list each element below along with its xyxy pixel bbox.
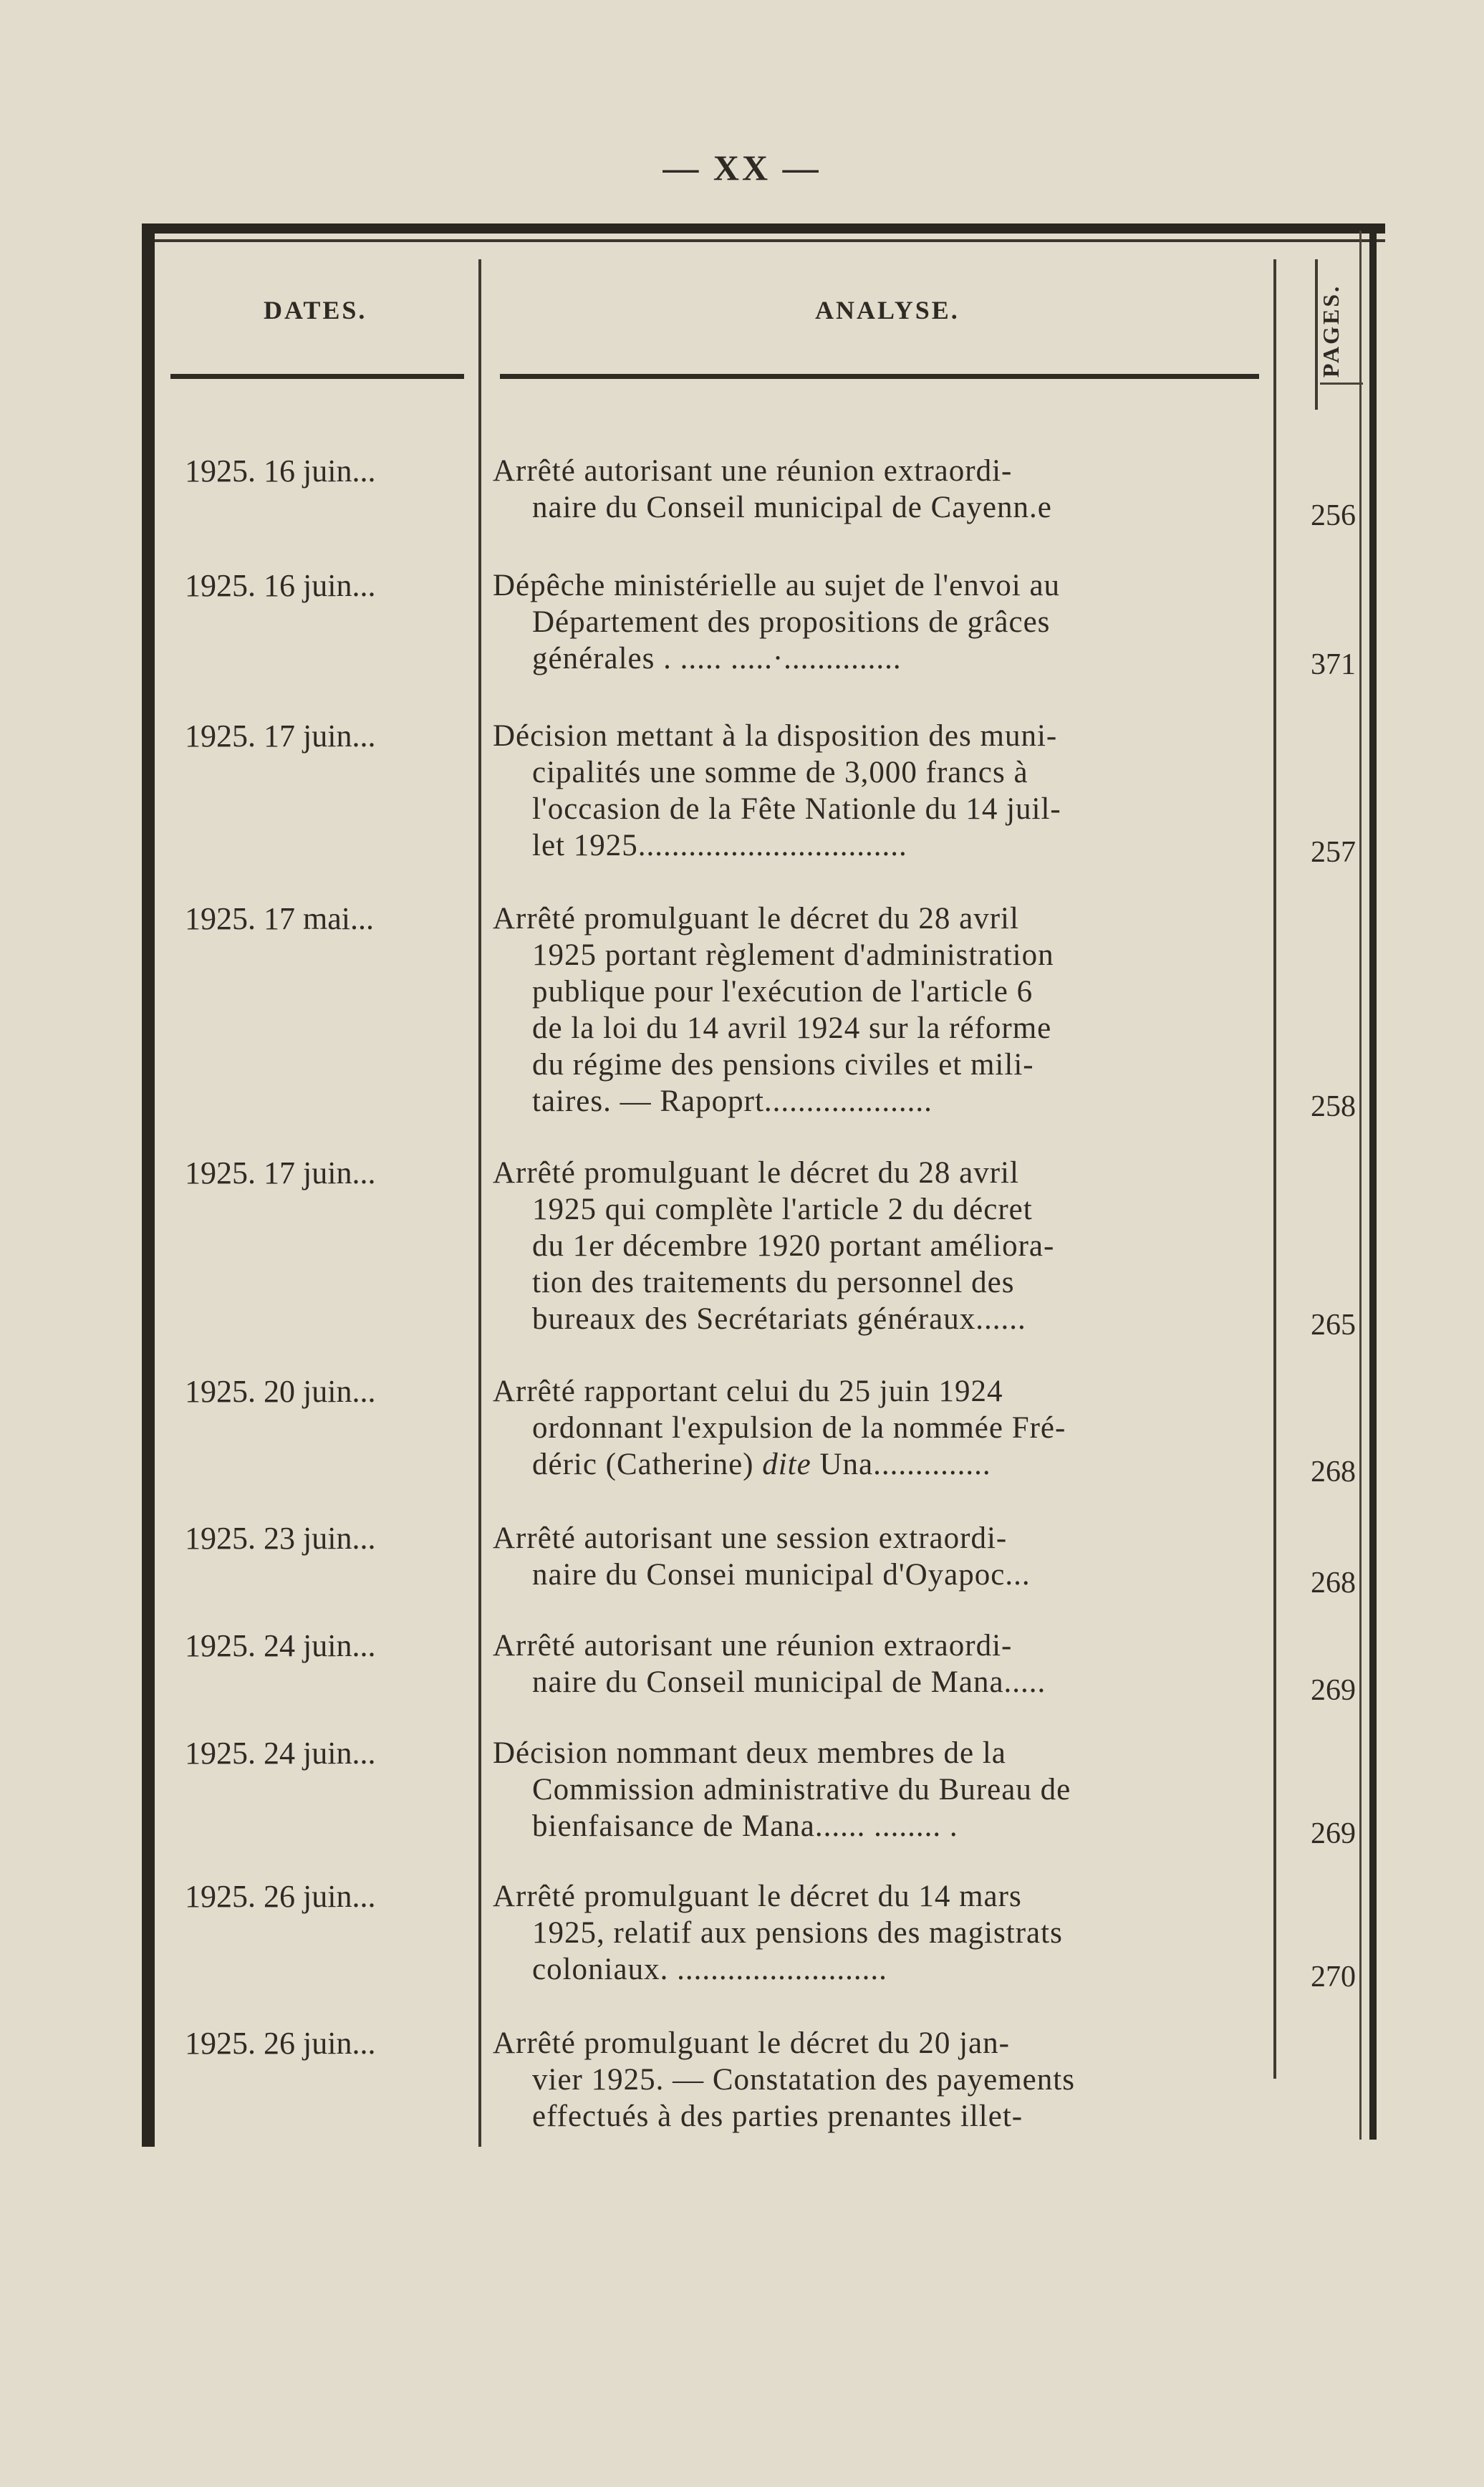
entry-analysis (493, 718, 1277, 864)
analysis-line: let 1925................................ (532, 829, 907, 862)
entry-page: 371 (1311, 648, 1356, 681)
top-rule (142, 223, 1385, 234)
analysis-line: Arrêté autorisant une réunion extraordi- (493, 1629, 1013, 1663)
entry-page: 258 (1311, 1090, 1356, 1123)
entry-page: 256 (1311, 499, 1356, 532)
analysis-line: Arrêté promulguant le décret du 14 mars (493, 1880, 1022, 1913)
entry-page: 269 (1311, 1674, 1356, 1707)
analysis-line: 1925, relatif aux pensions des magistrats (532, 1916, 1063, 1950)
top-rule-thin (142, 239, 1385, 242)
analysis-line-prefix: déric (Catherine) (532, 1448, 754, 1481)
analysis-line: Arrêté promulguant le décret du 28 avril (493, 1156, 1019, 1190)
header-dates: DATES. (264, 296, 367, 324)
entry-date: 1925. 17 juin... (185, 1155, 376, 1190)
entry-page: 268 (1311, 1567, 1356, 1600)
analysis-line: publique pour l'exécution de l'article 6 (532, 975, 1034, 1009)
analysis-line: Arrêté autorisant une réunion extraordi- (493, 454, 1013, 488)
analysis-line: tion des traitements du personnel des (532, 1266, 1015, 1299)
analysis-line: de la loi du 14 avril 1924 sur la réforme (532, 1011, 1052, 1045)
analysis-line: vier 1925. — Constatation des payements (532, 2063, 1075, 2097)
entry-analysis (493, 453, 1277, 526)
analysis-line: du régime des pensions civiles et mili- (532, 1048, 1034, 1082)
entry-analysis (493, 1155, 1277, 1337)
entry-date: 1925. 26 juin... (185, 2026, 376, 2061)
analysis-line: Décision mettant à la disposition des muni- (493, 719, 1058, 753)
entry-page: 268 (1311, 1456, 1356, 1488)
analysis-line: bureaux des Secrétariats généraux...... (532, 1302, 1026, 1336)
entry-page: 265 (1311, 1309, 1356, 1342)
analysis-line: Décision nommant deux membres de la (493, 1736, 1006, 1770)
dates-column-divider (478, 259, 481, 2147)
entry-date: 1925. 16 juin... (185, 568, 376, 603)
analysis-line: Commission administrative du Bureau de (532, 1773, 1071, 1807)
entry-date: 1925. 17 mai... (185, 901, 374, 936)
analysis-line (493, 1446, 1277, 1483)
entry-analysis (493, 1878, 1277, 1988)
left-rule (142, 223, 155, 2147)
entry-analysis (493, 1373, 1277, 1483)
entry-analysis (493, 567, 1277, 677)
analysis-line: coloniaux. ......................... (532, 1953, 887, 1986)
analysis-line: Département des propositions de grâces (532, 605, 1051, 639)
entry-date: 1925. 26 juin... (185, 1879, 376, 1914)
entry-analysis (493, 1520, 1277, 1593)
entry-analysis (493, 2025, 1277, 2135)
entry-analysis (493, 900, 1277, 1120)
entry-page: 269 (1311, 1817, 1356, 1850)
right-rule-inner (1359, 231, 1362, 2140)
analysis-line: effectués à des parties prenantes illet- (532, 2099, 1023, 2133)
entry-date: 1925. 16 juin... (185, 453, 376, 489)
analyse-header-underline (500, 374, 1259, 379)
analysis-line: cipalités une somme de 3,000 francs à (532, 756, 1028, 789)
analysis-line: générales . ..... .....·.............. (532, 642, 902, 675)
entry-date: 1925. 20 juin... (185, 1374, 376, 1409)
dates-header-underline (170, 374, 464, 379)
page-number: — XX — (662, 148, 822, 188)
analysis-line: Arrêté autorisant une session extraordi- (493, 1521, 1008, 1555)
entry-date: 1925. 23 juin... (185, 1521, 376, 1556)
analysis-line: taires. — Rapoprt.................... (532, 1084, 933, 1118)
analysis-line: bienfaisance de Mana...... ........ . (532, 1809, 958, 1843)
analysis-line: 1925 qui complète l'article 2 du décret (532, 1193, 1033, 1226)
entry-analysis (493, 1735, 1277, 1844)
entry-date: 1925. 24 juin... (185, 1628, 376, 1663)
right-rule (1369, 231, 1377, 2140)
entry-page: 270 (1311, 1961, 1356, 1993)
analysis-line: Arrêté promulguant le décret du 28 avril (493, 902, 1019, 935)
analysis-line-italic: dite (762, 1448, 811, 1481)
entry-date: 1925. 24 juin... (185, 1736, 376, 1771)
entry-date: 1925. 17 juin... (185, 718, 376, 754)
analysis-line: naire du Conseil municipal de Cayenn.e (532, 491, 1052, 524)
analysis-line: naire du Conseil municipal de Mana..... (532, 1665, 1046, 1699)
table-frame (142, 223, 1385, 2147)
analysis-line: du 1er décembre 1920 portant améliora- (532, 1229, 1055, 1263)
analysis-line: Arrêté rapportant celui du 25 juin 1924 (493, 1375, 1003, 1408)
analysis-line: ordonnant l'expulsion de la nommée Fré- (532, 1411, 1066, 1445)
header-pages: PAGES. (1318, 284, 1344, 378)
analysis-line: Arrêté promulguant le décret du 20 jan- (493, 2026, 1010, 2060)
analysis-line: Dépêche ministérielle au sujet de l'envoi au (493, 569, 1061, 602)
analysis-line-suffix: Una.............. (819, 1448, 991, 1481)
header-analyse: ANALYSE. (815, 296, 960, 324)
entry-page: 257 (1311, 836, 1356, 869)
analysis-line: l'occasion de la Fête Nationle du 14 juil- (532, 792, 1061, 826)
analysis-line: 1925 portant règlement d'administration (532, 938, 1054, 972)
entry-analysis (493, 1627, 1277, 1701)
analysis-line: naire du Consei municipal d'Oyapoc... (532, 1558, 1031, 1592)
